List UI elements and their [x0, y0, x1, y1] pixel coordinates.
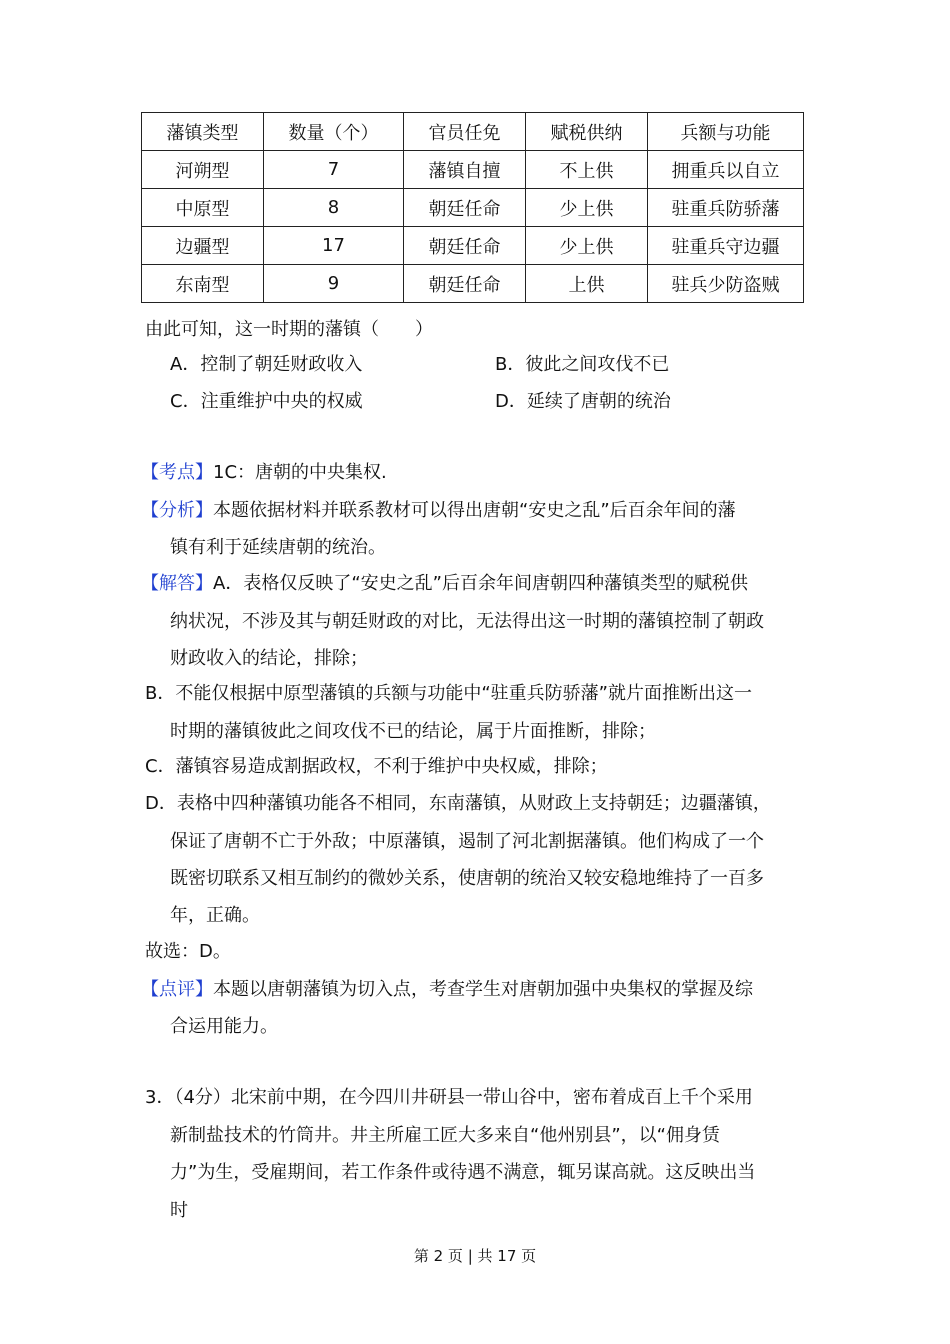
jieda-text: 既密切联系又相互制约的微妙关系，使唐朝的统治又较安稳地维持了一百多 — [170, 868, 764, 889]
table-cell: 朝廷任命 — [404, 227, 526, 265]
table-cell: 河朔型 — [142, 151, 264, 189]
table-cell: 藩镇自擅 — [404, 151, 526, 189]
table-cell: 中原型 — [142, 189, 264, 227]
table-cell: 少上供 — [526, 189, 648, 227]
kaodian-text: 1C：唐朝的中央集权. — [213, 462, 387, 483]
fanzhen-table — [141, 112, 804, 303]
table-cell: 7 — [264, 151, 404, 189]
table-row — [142, 189, 804, 227]
table-cell: 上供 — [526, 265, 648, 303]
kaodian-label: 【考点】 — [141, 462, 213, 483]
jieda-text: 纳状况，不涉及其与朝廷财政的对比，无法得出这一时期的藩镇控制了朝政 — [170, 611, 764, 632]
table-header: 赋税供纳 — [526, 113, 648, 151]
fenxi-label: 【分析】 — [141, 500, 213, 521]
table-cell: 驻重兵防骄藩 — [648, 189, 804, 227]
answer-choice: 故选：D。 — [145, 941, 231, 962]
table-cell: 驻兵少防盗贼 — [648, 265, 804, 303]
table-cell: 不上供 — [526, 151, 648, 189]
jieda-text: D．表格中四种藩镇功能各不相同，东南藩镇，从财政上支持朝廷；边疆藩镇， — [145, 793, 771, 814]
dianping-text: 本题以唐朝藩镇为切入点，考查学生对唐朝加强中央集权的掌握及综 — [213, 979, 753, 1000]
table-cell: 9 — [264, 265, 404, 303]
question3-text: 力”为生，受雇期间，若工作条件或待遇不满意，辄另谋高就。这反映出当 — [170, 1162, 756, 1183]
question-stem: 由此可知，这一时期的藩镇（ ） — [145, 319, 433, 340]
page-footer: 第 2 页 | 共 17 页 — [413, 1247, 537, 1265]
jieda-text: A．表格仅反映了“安史之乱”后百余年间唐朝四种藩镇类型的赋税供 — [213, 573, 748, 594]
table-cell: 少上供 — [526, 227, 648, 265]
jieda-text: 时期的藩镇彼此之间攻伐不已的结论，属于片面推断，排除； — [170, 721, 656, 742]
dianping-text: 合运用能力。 — [170, 1016, 278, 1037]
jieda-label: 【解答】 — [141, 573, 213, 594]
question3-text: 时 — [170, 1200, 188, 1221]
table-cell: 边疆型 — [142, 227, 264, 265]
option-d: D．延续了唐朝的统治 — [495, 391, 671, 412]
fenxi-line — [141, 499, 736, 523]
jieda-text: B．不能仅根据中原型藩镇的兵额与功能中“驻重兵防骄藩”就片面推断出这一 — [145, 683, 752, 704]
dianping-line — [141, 978, 753, 1002]
table-cell: 拥重兵以自立 — [648, 151, 804, 189]
table-cell: 17 — [264, 227, 404, 265]
table-header: 官员任免 — [404, 113, 526, 151]
jieda-text: 财政收入的结论，排除； — [170, 648, 368, 669]
jieda-text: C．藩镇容易造成割据政权，不利于维护中央权威，排除； — [145, 756, 608, 777]
jieda-text: 年，正确。 — [170, 905, 260, 926]
option-b: B．彼此之间攻伐不已 — [495, 354, 670, 375]
table-cell: 8 — [264, 189, 404, 227]
table-row — [142, 227, 804, 265]
jieda-line — [141, 572, 748, 596]
table-header-row — [142, 113, 804, 151]
table-cell: 东南型 — [142, 265, 264, 303]
table-header: 数量（个） — [264, 113, 404, 151]
fenxi-text: 镇有利于延续唐朝的统治。 — [170, 537, 386, 558]
question3-text: 新制盐技术的竹筒井。井主所雇工匠大多来自“他州别县”，以“佣身赁 — [170, 1125, 720, 1146]
table-header: 藩镇类型 — [142, 113, 264, 151]
fenxi-text: 本题依据材料并联系教材可以得出唐朝“安史之乱”后百余年间的藩 — [213, 500, 736, 521]
table-row — [142, 151, 804, 189]
jieda-text: 保证了唐朝不亡于外敌；中原藩镇，遏制了河北割据藩镇。他们构成了一个 — [170, 831, 764, 852]
question3-text: 3．（4分）北宋前中期，在今四川井研县一带山谷中，密布着成百上千个采用 — [145, 1087, 753, 1108]
table-cell: 朝廷任命 — [404, 265, 526, 303]
option-c: C．注重维护中央的权威 — [170, 391, 363, 412]
table-cell: 朝廷任命 — [404, 189, 526, 227]
table-row — [142, 265, 804, 303]
table-cell: 驻重兵守边疆 — [648, 227, 804, 265]
table-header: 兵额与功能 — [648, 113, 804, 151]
dianping-label: 【点评】 — [141, 979, 213, 1000]
option-a: A．控制了朝廷财政收入 — [170, 354, 363, 375]
kaodian-line — [141, 461, 387, 485]
